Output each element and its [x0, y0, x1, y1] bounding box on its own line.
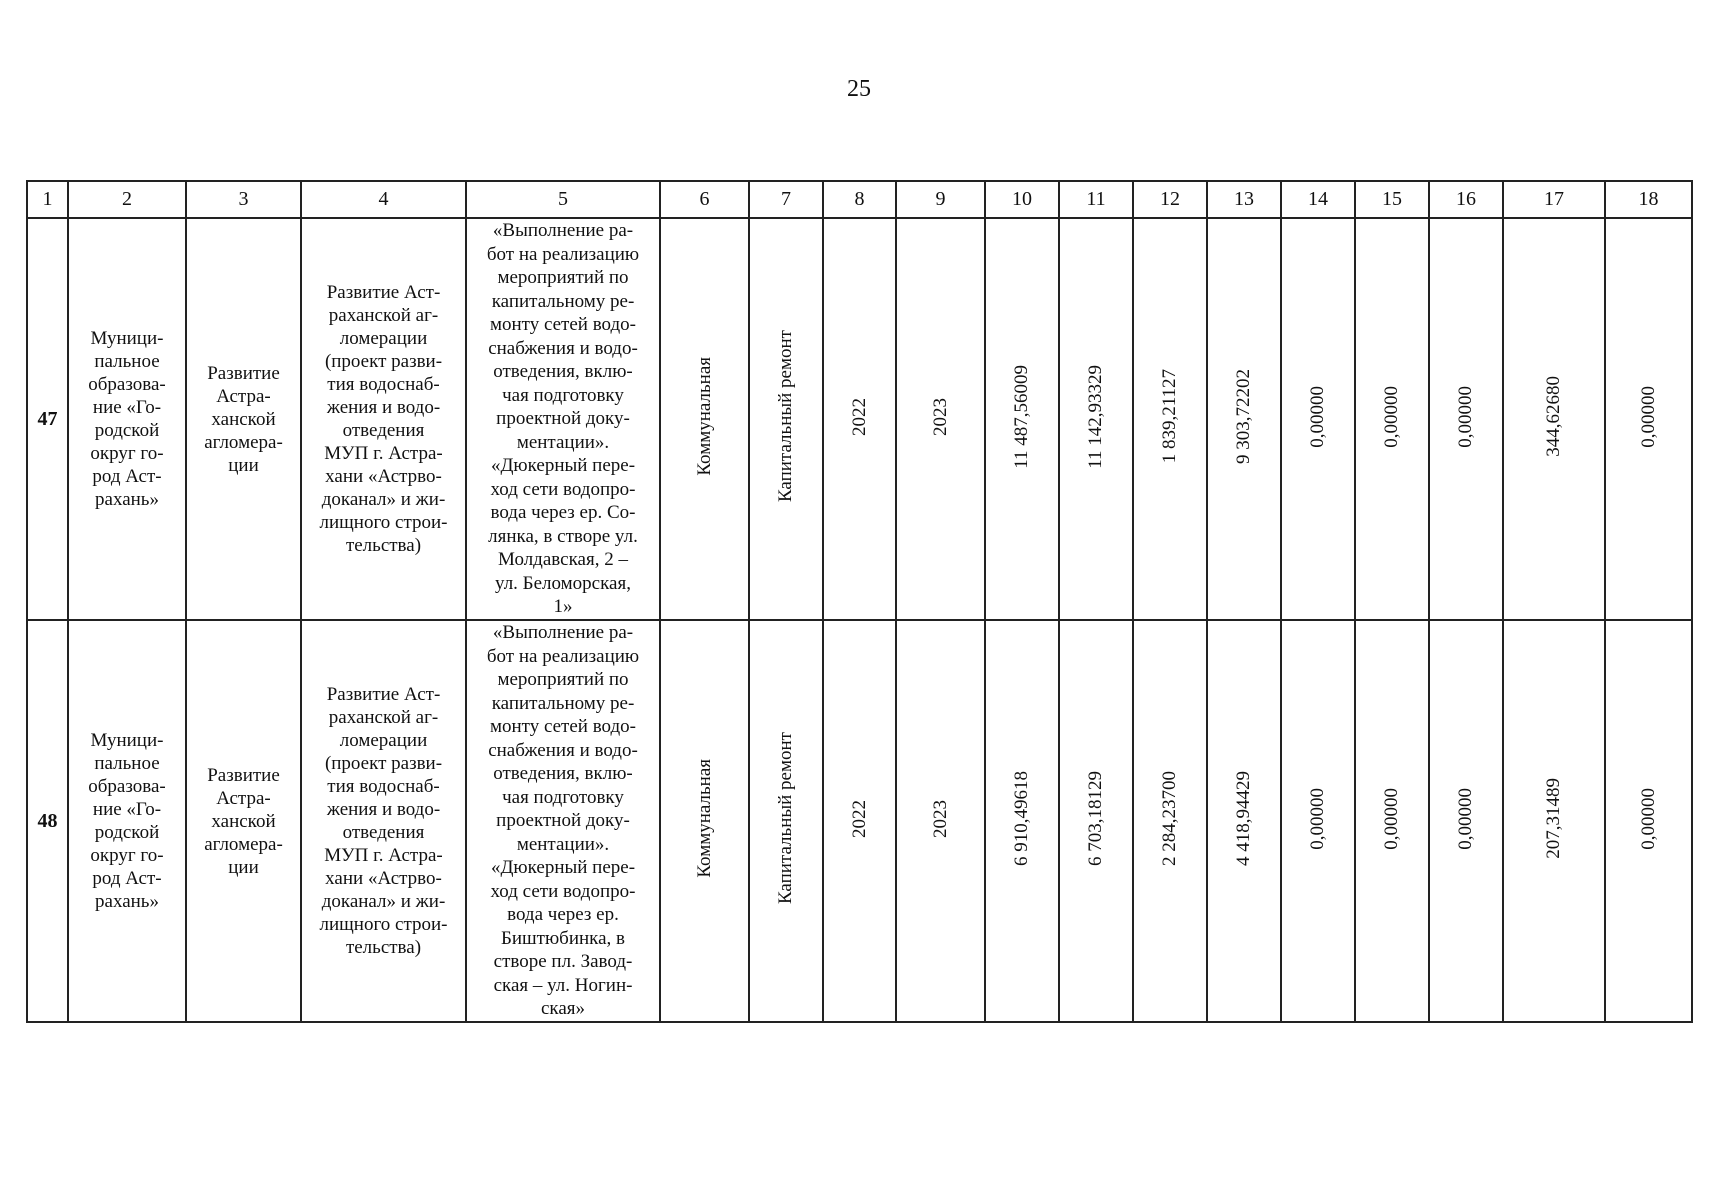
header-cell: 18 — [1605, 181, 1692, 218]
work-type-text: Капитальный ремонт — [775, 330, 796, 503]
value-18: 0,00000 — [1637, 385, 1659, 448]
table-row — [27, 620, 1692, 1022]
project-cell — [301, 620, 466, 1022]
value-cell-16 — [1429, 218, 1503, 620]
value-14: 0,00000 — [1307, 385, 1328, 448]
value-cell-14 — [1281, 620, 1355, 1022]
value-cell-18 — [1605, 620, 1692, 1022]
value-cell-10 — [985, 218, 1059, 620]
header-row — [27, 181, 1692, 218]
program-text: Развитие Астра- ханской агломера- ции — [204, 362, 283, 476]
value-cell-11 — [1059, 218, 1133, 620]
municipality-text: Муници- пальное образова- ние «Го- родской округ го- род Аст- рахань» — [88, 328, 166, 510]
header-cell: 6 — [660, 181, 749, 218]
year-start-cell — [823, 218, 896, 620]
year-end-text: 2023 — [929, 397, 951, 436]
program-cell — [186, 620, 301, 1022]
value-cell-13 — [1207, 218, 1281, 620]
year-start-text: 2022 — [848, 397, 870, 436]
row-number: 48 — [27, 620, 68, 1022]
header-cell: 3 — [186, 181, 301, 218]
header-cell: 9 — [896, 181, 985, 218]
page-number: 25 — [847, 76, 871, 102]
value-cell-15 — [1355, 218, 1429, 620]
description-text: «Выполнение ра- бот на реализацию мероприятий по капитальному ре- монту сетей водо- снабжения и водо- отведения, вклю- чая подготовку проектной доку- ментации». «Дюкерный пере- ход сети водопро- вода через ер. Со- лянка, в створе ул. Молдавская, 2 – ул. Беломорская, 1» — [486, 220, 640, 618]
value-cell-17 — [1503, 620, 1605, 1022]
header-cell: 11 — [1059, 181, 1133, 218]
header-cell: 15 — [1355, 181, 1429, 218]
header-cell: 5 — [466, 181, 660, 218]
ownership-cell — [660, 218, 749, 620]
header-cell: 14 — [1281, 181, 1355, 218]
project-cell — [301, 218, 466, 620]
value-cell-14 — [1281, 218, 1355, 620]
description-text: «Выполнение ра- бот на реализацию мероприятий по капитальному ре- монту сетей водо- снабжения и водо- отведения, вклю- чая подготовку проектной доку- ментации». «Дюкерный пере- ход сети водопро- вода через ер. Биштюбинка, в створе пл. Завод- ская – ул. Ногин- ская» — [486, 622, 640, 1020]
header-cell: 8 — [823, 181, 896, 218]
value-17: 344,62680 — [1543, 376, 1564, 457]
data-table — [26, 180, 1693, 1023]
year-end-cell — [896, 218, 985, 620]
value-cell-13 — [1207, 620, 1281, 1022]
ownership-text: Коммунальная — [693, 357, 715, 476]
year-end-text: 2023 — [929, 799, 951, 838]
description-cell — [466, 620, 660, 1022]
value-16: 0,00000 — [1455, 787, 1476, 850]
header-cell: 17 — [1503, 181, 1605, 218]
ownership-text: Коммунальная — [693, 759, 715, 878]
value-cell-17 — [1503, 218, 1605, 620]
value-13: 4 418,94429 — [1233, 771, 1254, 866]
value-18: 0,00000 — [1637, 787, 1659, 850]
value-cell-10 — [985, 620, 1059, 1022]
value-14: 0,00000 — [1307, 787, 1328, 850]
value-cell-11 — [1059, 620, 1133, 1022]
table-row — [27, 218, 1692, 620]
value-11: 11 142,93329 — [1085, 364, 1106, 469]
header-cell: 1 — [27, 181, 68, 218]
value-10: 11 487,56009 — [1011, 364, 1032, 469]
work-type-cell — [749, 620, 823, 1022]
value-cell-15 — [1355, 620, 1429, 1022]
year-end-cell — [896, 620, 985, 1022]
header-cell: 10 — [985, 181, 1059, 218]
year-start-cell — [823, 620, 896, 1022]
description-cell — [466, 218, 660, 620]
program-cell — [186, 218, 301, 620]
header-cell: 7 — [749, 181, 823, 218]
value-11: 6 703,18129 — [1085, 771, 1106, 866]
header-cell: 4 — [301, 181, 466, 218]
value-12: 2 284,23700 — [1159, 771, 1180, 866]
header-cell: 12 — [1133, 181, 1207, 218]
project-text: Развитие Аст- раханской аг- ломерации (проект разви- тия водоснаб- жения и водо- отведения МУП г. Астра- хани «Астрво- доканал» и жи- лищного строи- тельства) — [319, 684, 448, 958]
program-text: Развитие Астра- ханской агломера- ции — [204, 764, 283, 878]
work-type-cell — [749, 218, 823, 620]
value-15: 0,00000 — [1381, 385, 1402, 448]
header-cell: 16 — [1429, 181, 1503, 218]
value-10: 6 910,49618 — [1011, 771, 1032, 866]
value-17: 207,31489 — [1543, 778, 1564, 859]
value-12: 1 839,21127 — [1159, 369, 1180, 464]
value-cell-18 — [1605, 218, 1692, 620]
row-number: 47 — [27, 218, 68, 620]
project-text: Развитие Аст- раханской аг- ломерации (проект разви- тия водоснаб- жения и водо- отведения МУП г. Астра- хани «Астрво- доканал» и жи- лищного строи- тельства) — [319, 282, 448, 556]
ownership-cell — [660, 620, 749, 1022]
value-cell-16 — [1429, 620, 1503, 1022]
municipality-cell — [68, 218, 186, 620]
value-cell-12 — [1133, 218, 1207, 620]
municipality-cell — [68, 620, 186, 1022]
year-start-text: 2022 — [848, 799, 870, 838]
work-type-text: Капитальный ремонт — [775, 732, 796, 905]
value-13: 9 303,72202 — [1233, 369, 1254, 464]
value-16: 0,00000 — [1455, 385, 1476, 448]
header-cell: 2 — [68, 181, 186, 218]
header-cell: 13 — [1207, 181, 1281, 218]
municipality-text: Муници- пальное образова- ние «Го- родской округ го- род Аст- рахань» — [88, 730, 166, 912]
value-cell-12 — [1133, 620, 1207, 1022]
value-15: 0,00000 — [1381, 787, 1402, 850]
